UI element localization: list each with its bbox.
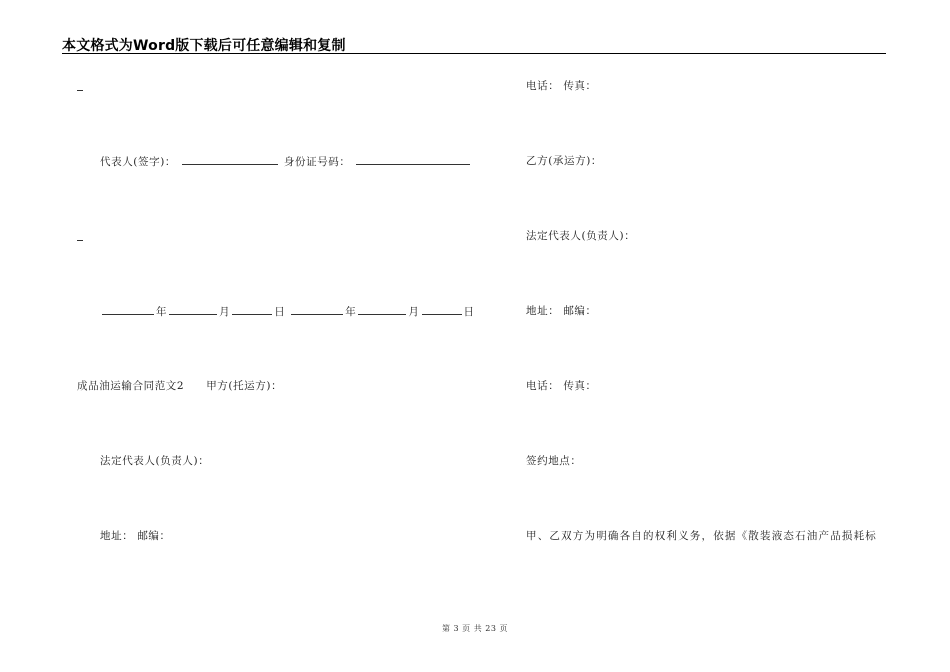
month-blank-2 xyxy=(358,304,406,315)
month-label-1: 月 xyxy=(219,306,231,318)
date-fill-line xyxy=(100,304,475,319)
representative-label: 代表人(签字)： xyxy=(100,156,176,168)
signing-place-label: 签约地点： xyxy=(526,455,582,467)
left-postcode-label: 邮编： xyxy=(137,530,171,542)
total-page-count: 23 xyxy=(485,624,497,633)
right-address-line xyxy=(526,304,597,318)
sample-title-line xyxy=(77,379,282,393)
party-b-line xyxy=(526,154,602,168)
id-number-label: 身份证号码： xyxy=(283,156,351,168)
month-label-2: 月 xyxy=(408,306,420,318)
contract-intro-paragraph xyxy=(526,529,877,543)
party-b-label: 乙方(承运方)： xyxy=(526,155,602,167)
right-phone-fax-line-2 xyxy=(526,379,597,393)
right-legal-rep-label: 法定代表人(负责人)： xyxy=(526,230,636,242)
right-address-label: 地址： xyxy=(526,305,560,317)
day-blank-1 xyxy=(232,304,272,315)
fax-label-1: 传真： xyxy=(563,80,597,92)
left-address-label: 地址： xyxy=(100,530,134,542)
year-label-1: 年 xyxy=(156,306,168,318)
month-blank-1 xyxy=(169,304,217,315)
day-label-1: 日 xyxy=(274,306,286,318)
day-blank-2 xyxy=(422,304,462,315)
id-number-blank xyxy=(356,154,470,165)
year-label-2: 年 xyxy=(345,306,357,318)
year-blank-1 xyxy=(102,304,154,315)
left-legal-rep-label: 法定代表人(负责人)： xyxy=(100,455,210,467)
right-legal-representative-line xyxy=(526,229,635,243)
document-header-title: 本文格式为Word版下载后可任意编辑和复制 xyxy=(62,38,346,54)
year-blank-2 xyxy=(291,304,343,315)
page-number-footer xyxy=(0,623,950,634)
page-prefix: 第 xyxy=(441,624,451,633)
right-postcode-label: 邮编： xyxy=(563,305,597,317)
representative-signature-line xyxy=(100,154,472,169)
right-phone-fax-line-1 xyxy=(526,79,597,93)
phone-label-1: 电话： xyxy=(526,80,560,92)
contract-intro-text: 甲、乙双方为明确各自的权利义务，依据《散装液态石油产品损耗标 xyxy=(526,530,877,542)
page-suffix: 页 xyxy=(499,624,508,633)
stray-dash-mark xyxy=(77,90,83,91)
header-divider xyxy=(62,53,886,54)
current-page-number: 3 xyxy=(453,624,460,633)
page-mid-text: 页 共 xyxy=(462,624,483,633)
phone-label-2: 电话： xyxy=(526,380,560,392)
sample-contract-title: 成品油运输合同范文2 xyxy=(77,380,185,392)
day-label-2: 日 xyxy=(463,306,475,318)
representative-signature-blank xyxy=(182,154,278,165)
left-address-line xyxy=(100,529,171,543)
stray-dash-mark-2 xyxy=(77,240,83,241)
party-a-label: 甲方(托运方)： xyxy=(206,380,283,392)
left-legal-representative-line xyxy=(100,454,209,468)
fax-label-2: 传真： xyxy=(563,380,597,392)
signing-place-line xyxy=(526,454,582,468)
